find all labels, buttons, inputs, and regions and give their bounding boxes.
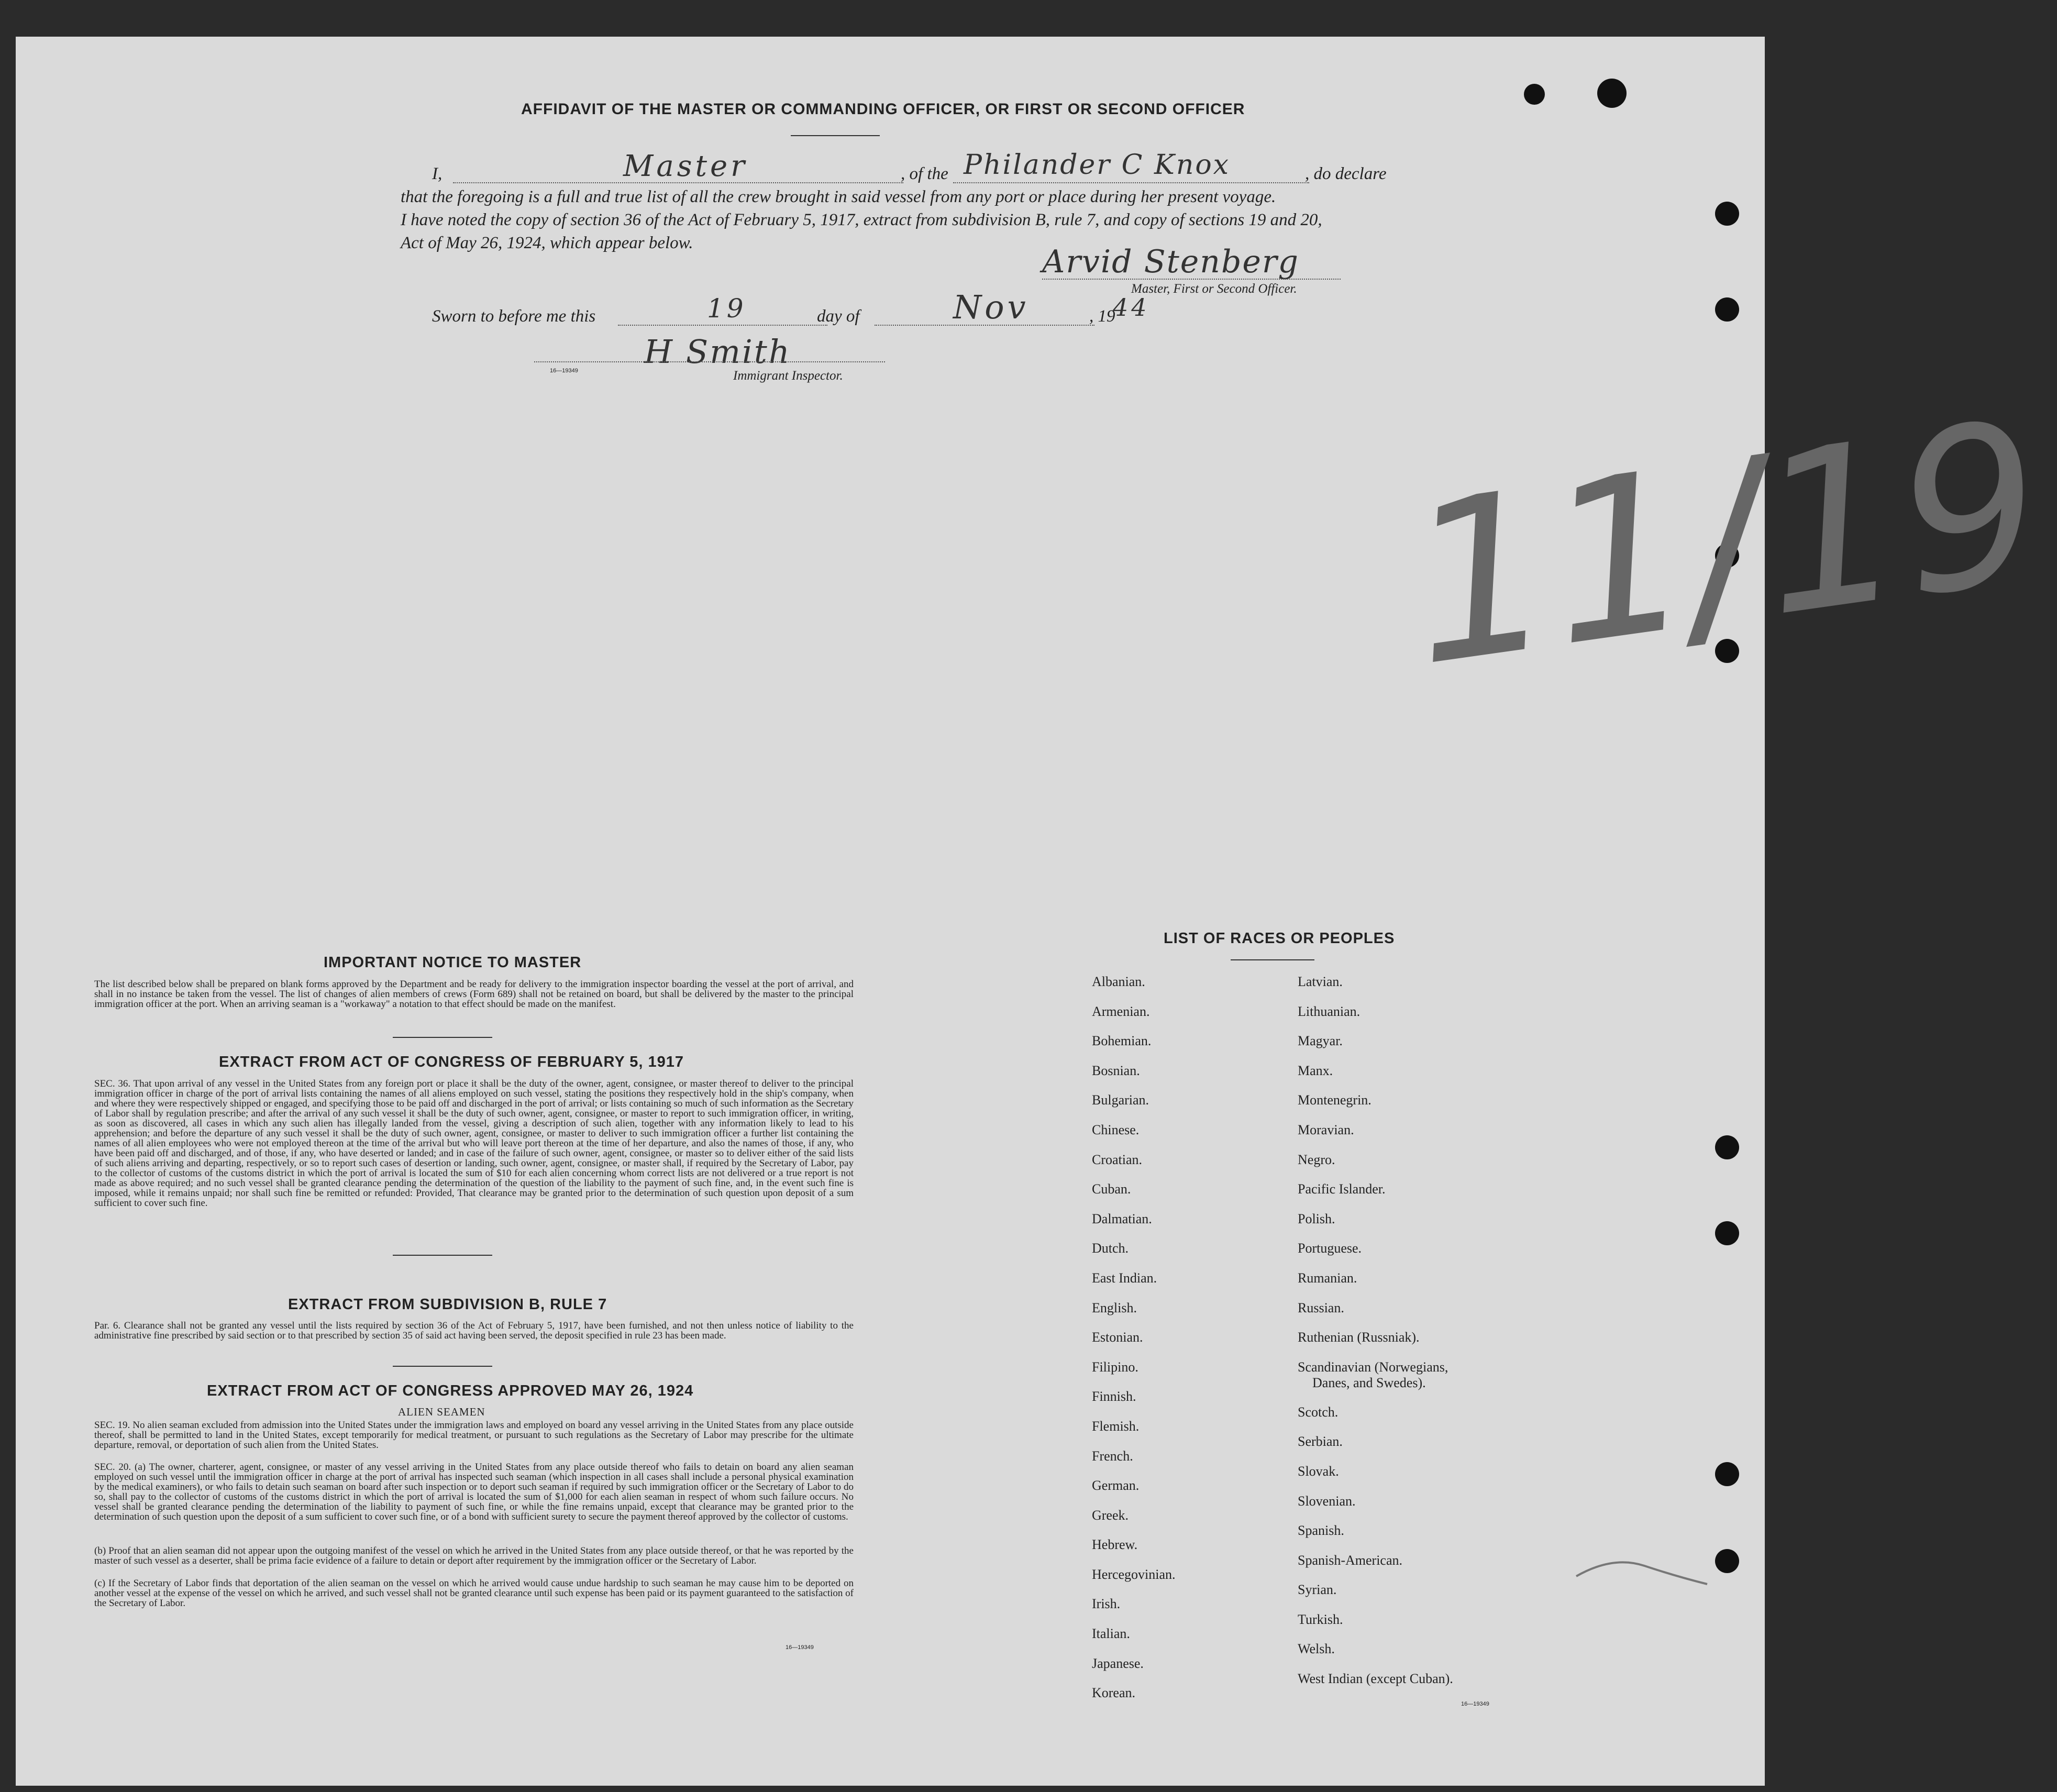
master-signature: Arvid Stenberg	[1042, 244, 1299, 280]
race-item: Croatian.	[1092, 1152, 1143, 1167]
month-handwriting: Nov	[953, 288, 1029, 326]
race-item: Danes, and Swedes).	[1312, 1375, 1426, 1390]
divider	[393, 1255, 492, 1256]
races-right-column	[1298, 974, 1453, 1701]
race-item: Moravian.	[1298, 1122, 1354, 1137]
signature-caption: Master, First or Second Officer.	[1131, 282, 1297, 296]
race-item: Portuguese.	[1298, 1241, 1362, 1256]
alien-seamen-subtitle: ALIEN SEAMEN	[398, 1406, 485, 1418]
year-handwriting: 44	[1113, 293, 1150, 322]
i-label: I,	[432, 164, 443, 183]
affidavit-line-3: I have noted the copy of section 36 of the Act of February 5, 1917, extract from subdivision B, rule 7, and copy of sections 19 and 20,	[401, 211, 1322, 229]
race-item: Pacific Islander.	[1298, 1181, 1386, 1197]
race-item: Armenian.	[1092, 1003, 1150, 1019]
divider	[1231, 959, 1314, 960]
extract-1917-text: SEC. 36. That upon arrival of any vessel in the United States from any foreign port or place it shall be the duty of the owner, agent, consignee, or master thereof to deliver to the principal immigration officer in charge of the port of arrival lists containing the names of all aliens employed on such vessel, stating the positions they respectively hold in the ship's company, when and where they were respectively shipped or engaged, and specifying those to be paid off and discharged in the port of arrival; or lists containing so much of such information as the Secretary of Labor shall by regulation prescribe; and after the arrival of any such vessel it shall be the duty of such owner, agent, consignee, or master to report to such immigration officer, in writing, as soon as discovered, all cases in which any such alien has illegally landed from the vessel, giving a description of such alien, together with any information likely to lead to his apprehension; and before the departure of any such vessel it shall be the duty of such owner, agent, consignee, or master to deliver to such immigration officer a further list containing the names of all alien employees who were not employed thereon at the time of the arrival but who will leave port thereon at the time of her departure, and also the names of those, if any, who have been paid off and discharged, and of those, if any, who have deserted or landed; and in case of the failure of such owner, agent, consignee, or master so to deliver either of the said lists of such aliens arriving and departing, respectively, or so to report such cases of desertion or landing, such owner, agent, consignee, or master shall, if required by the Secretary of Labor, pay to the collector of customs of the customs district in which the port of arrival is located the sum of $10 for each alien concerning whom correct lists are not delivered or a true report is not made as above required; and no such vessel shall be granted clearance pending the determination of the question of the liability to the payment of such fine, and, in the event such fine is imposed, while it remains unpaid; nor shall such fine be remitted or refunded: Provided, That clearance may be granted prior to the determination of such question upon deposit of a sum sufficient to cover such fine.	[94, 1078, 854, 1209]
divider	[791, 135, 880, 136]
form-number: 16—19349	[786, 1644, 814, 1651]
punch-hole	[1524, 84, 1545, 105]
year-prefix: , 19	[1089, 307, 1115, 326]
form-number: 16—19349	[550, 368, 578, 374]
inspector-caption: Immigrant Inspector.	[733, 369, 843, 383]
inspector-signature: H Smith	[644, 333, 791, 371]
race-item: Slovenian.	[1298, 1493, 1356, 1509]
race-item: Filipino.	[1092, 1359, 1138, 1375]
race-item: Hercegovinian.	[1092, 1566, 1176, 1582]
race-item: Bohemian.	[1092, 1033, 1152, 1049]
race-item: Japanese.	[1092, 1655, 1144, 1671]
races-left-column	[1092, 974, 1176, 1715]
document-page	[16, 37, 2057, 1786]
date-annotation-handwriting: 11/19	[1394, 373, 2057, 715]
section-20c-text: (c) If the Secretary of Labor finds that deportation of the alien seaman on the vessel on which he arrived would cause undue hardship to such seaman he may cause him to be deported on another vessel at the expense of the vessel on which he arrived, and such vessel shall not be granted clearance until such expense has been paid or its payment guaranteed to the satisfaction of the Secretary of Labor.	[94, 1578, 854, 1609]
form-number: 16—19349	[1461, 1701, 1489, 1707]
race-item: French.	[1092, 1448, 1133, 1464]
race-item: Negro.	[1298, 1152, 1335, 1167]
punch-hole	[1715, 1221, 1739, 1245]
race-item: Syrian.	[1298, 1582, 1337, 1598]
race-item: Irish.	[1092, 1596, 1121, 1612]
race-item: Scotch.	[1298, 1404, 1339, 1420]
race-item: Estonian.	[1092, 1330, 1143, 1345]
inspector-line	[534, 361, 885, 362]
divider	[393, 1366, 492, 1367]
race-item: Hebrew.	[1092, 1537, 1138, 1553]
affidavit-line-2: that the foregoing is a full and true list of all the crew brought in said vessel from any port or place during her present voyage.	[401, 187, 1276, 206]
race-item: Italian.	[1092, 1626, 1130, 1642]
subdivision-b-text: Par. 6. Clearance shall not be granted any vessel until the lists required by section 36 of the Act of February 5, 1917, have been furnished, and not then unless notice of liability to the administrative fine prescribed by said section or to that prescribed by section 35 of said act having been served, the deposit specified in rule 23 has been made.	[94, 1320, 854, 1341]
race-item: Montenegrin.	[1298, 1092, 1372, 1108]
master-handwriting: Master	[623, 149, 748, 183]
punch-hole	[1715, 1462, 1739, 1486]
race-item: Polish.	[1298, 1211, 1335, 1226]
race-item: Scandinavian (Norwegians,	[1298, 1359, 1448, 1375]
race-item: West Indian (except Cuban).	[1298, 1671, 1453, 1687]
extract-1917-title: EXTRACT FROM ACT OF CONGRESS OF FEBRUARY 5, 1917	[219, 1054, 684, 1070]
section-20b-text: (b) Proof that an alien seaman did not appear upon the outgoing manifest of the vessel on which he arrived in the United States from any place outside thereof, or that he was reported by the master of such vessel as a deserter, shall be prima facie evidence of a failure to detain or deport after requirement by the immigration officer or the Secretary of Labor.	[94, 1545, 854, 1566]
race-item: Albanian.	[1092, 974, 1145, 989]
notice-title: IMPORTANT NOTICE TO MASTER	[324, 954, 582, 971]
race-item: Finnish.	[1092, 1389, 1136, 1404]
section-19-text: SEC. 19. No alien seaman excluded from admission into the United States under the immigration laws and employed on board any vessel arriving in the United States from any place outside thereof, shall be permitted to land in the United States, except temporarily for medical treatment, or pursuant to such regulations as the Secretary of Labor may prescribe for the ultimate departure, removal, or deportation of such alien from the United States.	[94, 1420, 854, 1451]
race-item: Spanish.	[1298, 1523, 1344, 1539]
race-item: Lithuanian.	[1298, 1003, 1361, 1019]
do-declare-label: , do declare	[1305, 164, 1387, 183]
affidavit-line-4: Act of May 26, 1924, which appear below.	[401, 234, 693, 252]
race-item: Dutch.	[1092, 1241, 1129, 1256]
notice-text: The list described below shall be prepared on blank forms approved by the Department and be ready for delivery to the immigration inspector boarding the vessel at the port of arrival, and shall in no instance be taken from the vessel. The list of changes of alien members of crews (Form 689) shall not be retained on board, but shall be delivered by the master to the principal immigration officer at the port. When an arriving seaman is a "workaway" a notation to that effect should be made on the manifest.	[94, 979, 854, 1010]
sworn-label: Sworn to before me this	[432, 307, 596, 326]
punch-hole	[1597, 79, 1627, 108]
race-item: Korean.	[1092, 1685, 1136, 1701]
race-item: Russian.	[1298, 1300, 1344, 1315]
race-item: Manx.	[1298, 1063, 1333, 1078]
race-item: Cuban.	[1092, 1181, 1131, 1197]
race-item: Ruthenian (Russniak).	[1298, 1330, 1420, 1345]
punch-hole	[1715, 1549, 1739, 1573]
vessel-field-line	[953, 182, 1309, 183]
vessel-handwriting: Philander C Knox	[964, 149, 1230, 181]
races-title: LIST OF RACES OR PEOPLES	[1164, 930, 1395, 947]
race-item: Magyar.	[1298, 1033, 1343, 1049]
race-item: Bulgarian.	[1092, 1092, 1149, 1108]
race-item: Turkish.	[1298, 1611, 1343, 1627]
race-item: Spanish-American.	[1298, 1552, 1403, 1568]
race-item: Serbian.	[1298, 1434, 1343, 1450]
race-item: German.	[1092, 1478, 1140, 1494]
race-item: Dalmatian.	[1092, 1211, 1152, 1226]
subdivision-b-title: EXTRACT FROM SUBDIVISION B, RULE 7	[288, 1296, 607, 1313]
race-item: Slovak.	[1298, 1463, 1339, 1479]
day-field-line	[618, 325, 827, 326]
day-of-label: day of	[817, 307, 860, 326]
pencil-mark	[1571, 1545, 1718, 1602]
extract-1924-title: EXTRACT FROM ACT OF CONGRESS APPROVED MAY 26, 1924	[207, 1382, 694, 1399]
race-item: Latvian.	[1298, 974, 1343, 989]
day-handwriting: 19	[707, 293, 747, 324]
section-20a-text: SEC. 20. (a) The owner, charterer, agent, consignee, or master of any vessel arriving in the United States from any place outside thereof who fails to detain on board any alien seaman employed on such vessel until the immigration officer in charge at the port of arrival has inspected such seaman (which inspection in all cases shall include a personal physical examination by the medical examiners), or who fails to detain such seaman on board after such inspection or to deport such seaman if required by such immigration officer or the Secretary of Labor to do so, shall pay to the collector of customs of the customs district in which the port of arrival is located the sum of $1,000 for each alien seaman in respect of whom such failure occurs. No vessel shall be granted clearance pending the determination of the liability to payment of such fine, or while the fine remains unpaid, except that clearance may be granted prior to the determination of such question upon the deposit of a sum sufficient to cover such fine, or of a bond with sufficient surety to secure the payment thereof approved by the collector of customs.	[94, 1462, 854, 1522]
race-item: Greek.	[1092, 1507, 1129, 1523]
race-item: Chinese.	[1092, 1122, 1140, 1137]
race-item: Rumanian.	[1298, 1270, 1357, 1286]
race-item: Bosnian.	[1092, 1063, 1140, 1078]
race-item: English.	[1092, 1300, 1137, 1315]
punch-hole	[1715, 1135, 1739, 1159]
affidavit-title: AFFIDAVIT OF THE MASTER OR COMMANDING OFFICER, OR FIRST OR SECOND OFFICER	[521, 101, 1245, 118]
divider	[393, 1037, 492, 1038]
of-the-label: , of the	[901, 164, 948, 183]
race-item: Welsh.	[1298, 1641, 1335, 1657]
punch-hole	[1715, 202, 1739, 226]
race-item: East Indian.	[1092, 1270, 1157, 1286]
punch-hole	[1715, 297, 1739, 322]
race-item: Flemish.	[1092, 1418, 1140, 1434]
